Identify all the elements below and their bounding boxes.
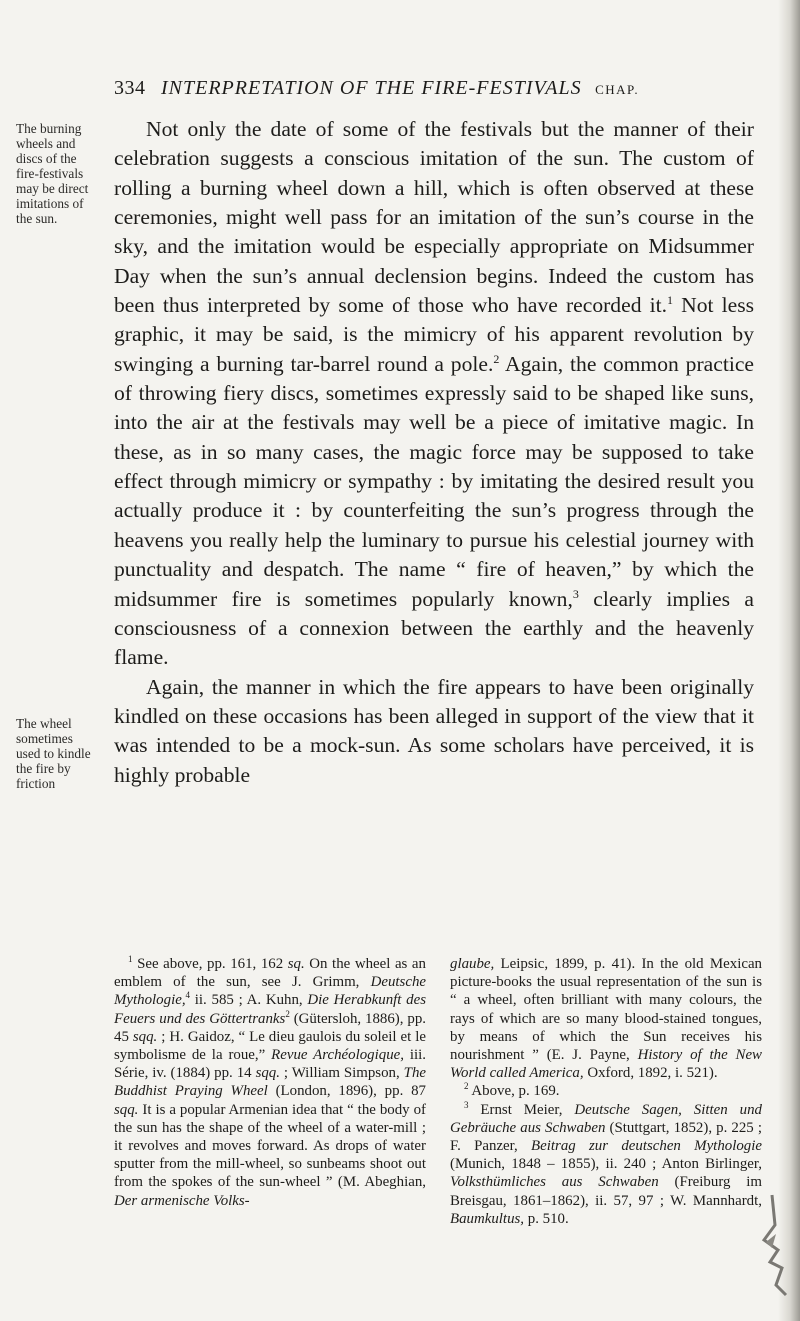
footnotes-right-column bbox=[450, 955, 762, 1228]
footnote-1: $^1$ See above, pp. 161, 162 sq. On the wheel as an emblem of the sun, see J. Grimm, Deutsche Mythologie,$^4$ ii. 585 ; A. Kuhn, Die Herabkunft des Feuers und des Göttertranks$^2$ (Gütersloh, 1886), pp. 45 sqq. ; H. Gaidoz, “ Le dieu gaulois du soleil et le symbolisme de la roue,” Revue Archéologique, iii. Série, iv. (1884) pp. 14 sqq. ; William Simpson, The Buddhist Praying Wheel (London, 1896), pp. 87 sqq. It is a popular Armenian idea that “ the body of the sun has the shape of the wheel of a water-mill ; it revolves and moves forward. As drops of water sputter from the mill-wheel, so sunbeams shoot out from the spokes of the sun-wheel ” (M. Abeghian, Der armenische Volks- bbox=[114, 954, 427, 1209]
main-text bbox=[114, 115, 754, 790]
paragraph-1: Not only the date of some of the festivals but the manner of their celebration suggests a conscious imitation of the sun. The custom of rolling a burning wheel down a hill, which is often observed at these ceremonies, might well pass for an imitation of the sun’s course in the sky, and the imitation would be especially appropriate on Midsummer Day when the sun’s annual declension begins. Indeed the custom has been thus interpreted by some of those who have recorded it.$^1$ Not less graphic, it may be said, is the mimicry of his apparent revolution by swinging a burning tar-barrel round a pole.$^2$ Again, the common practice of throwing fiery discs, sometimes expressly said to be shaped like suns, into the air at the festivals may well be a piece of imitative magic. In these, as in so many cases, the magic force may be supposed to take effect through mimicry or sympathy : by imitating the desired result you actually produce it : by counterfeiting the sun’s progress through the heavens you really help the luminary to pursue his celestial journey with punctuality and despatch. The name “ fire of heaven,” by which the midsummer fire is sometimes popularly known,$^3$ clearly implies a consciousness of a connexion between the earthly and the heavenly flame. bbox=[114, 117, 754, 670]
footnote-ref-1: 1 bbox=[667, 292, 673, 307]
footnotes bbox=[114, 955, 762, 1228]
footnote-3: $^3$ Ernst Meier, Deutsche Sagen, Sitten und Gebräuche aus Schwaben (Stuttgart, 1852), p. 225 ; F. Panzer, Beitrag zur deutschen Mythologie (Munich, 1848 – 1855), ii. 240 ; Anton Birlinger, Volksthümliches aus Schwaben (Freiburg im Breisgau, 1861–1862), ii. 57, 97 ; W. Mannhardt, Baumkultus, p. 510. bbox=[450, 1099, 762, 1227]
paragraph-2: Again, the manner in which the fire appears to have been originally kindled on these occasions has been alleged in support of the view that it was intended to be a mock-sun. As some scholars have perceived, it is highly probable bbox=[114, 674, 754, 787]
footnote-ref-2: 2 bbox=[493, 351, 500, 366]
running-title: INTERPRETATION OF THE FIRE-FESTIVALS bbox=[161, 77, 582, 99]
footnote-1-continued: glaube, Leipsic, 1899, p. 41). In the old Mexican picture-books the usual representation of the sun is “ a wheel, often brilliant with many colours, the rays of which are so many blood-stained tongues, by means of which the Sun receives his nourishment ” (E. J. Payne, History of the New World called America, Oxford, 1892, i. 521). bbox=[450, 956, 762, 1082]
margin-note-burning-wheels: The burning wheels and discs of the fire-festivals may be direct imitations of the sun. bbox=[16, 121, 89, 226]
footnotes-left-column bbox=[114, 955, 426, 1228]
footnote-2: $^2$ Above, p. 169. bbox=[464, 1081, 560, 1100]
page-corner-mark-icon bbox=[742, 1190, 792, 1300]
page-edge-shadow bbox=[778, 0, 800, 1321]
margin-note-wheel-friction: The wheel sometimes used to kindle the fire by friction bbox=[16, 716, 91, 791]
chapter-label: CHAP. bbox=[595, 82, 640, 97]
page-number: 334 bbox=[114, 77, 146, 99]
running-header bbox=[114, 77, 754, 105]
footnote-ref-3: 3 bbox=[572, 586, 579, 601]
